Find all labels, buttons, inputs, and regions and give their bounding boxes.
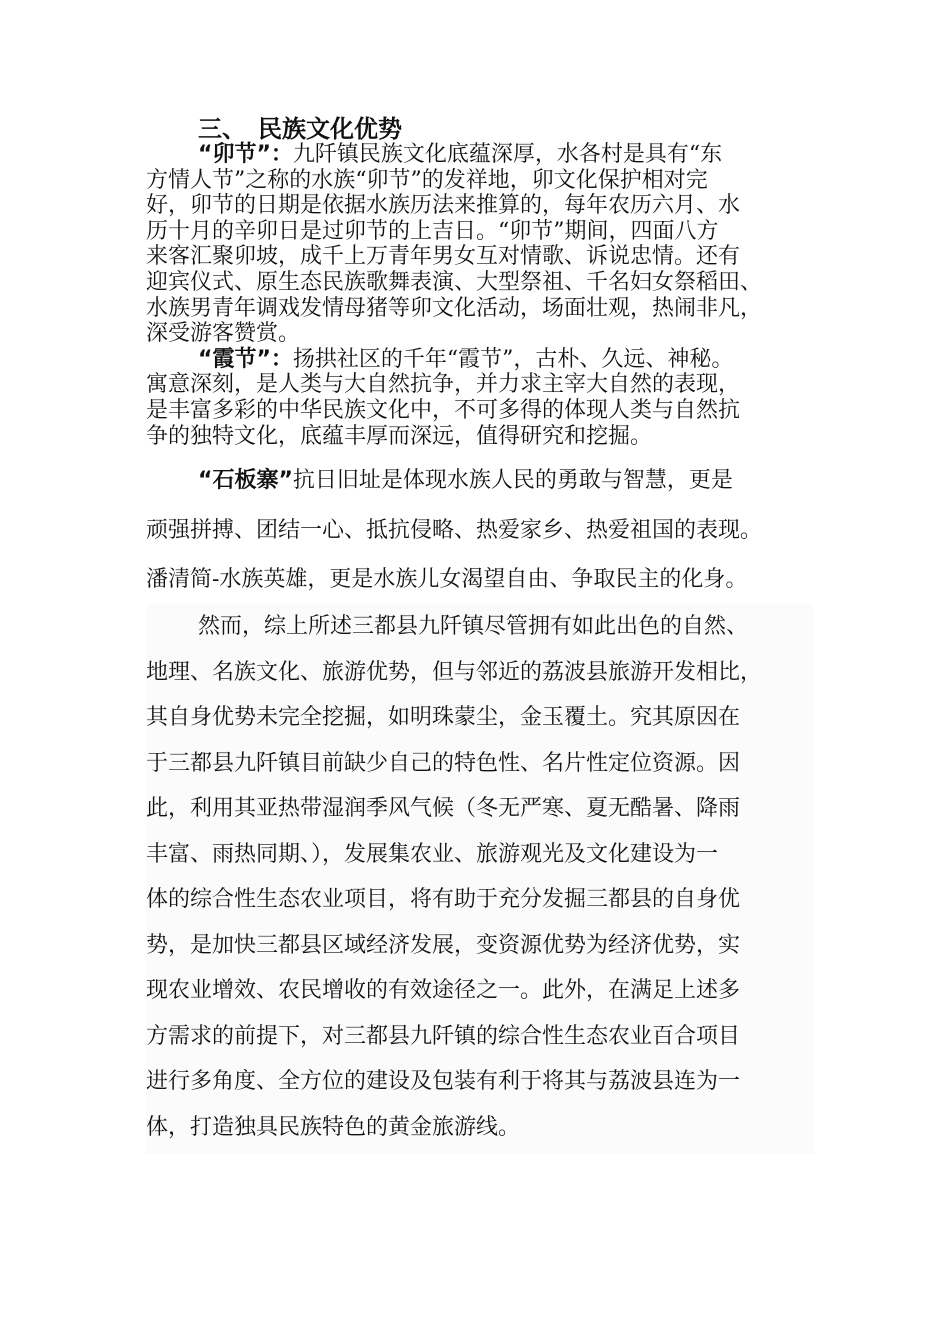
shiban-line-1: 顽强拼搏、团结一心、抵抗侵略、热爱家乡、热爱祖国的表现。 [146, 517, 763, 543]
xia-line-3: 争的独特文化，底蕴丰厚而深远，值得研究和挖掘。 [146, 423, 653, 449]
conclusion-line-0: 然而，综上所述三都县九阡镇尽管拥有如此出色的自然、 [198, 614, 749, 639]
xia-line-2: 是丰富多彩的中华民族文化中，不可多得的体现人类与自然抗 [146, 397, 741, 423]
mao-line-2: 好，卯节的日期是依据水族历法来推算的，每年农历六月、水 [146, 193, 741, 219]
xia-line-0: “霞节”：扬拱社区的千年“霞节”，古朴、久远、神秘。 [198, 346, 734, 372]
xia-term: “霞节”： [198, 346, 293, 372]
conclusion-line-3: 于三都县九阡镇目前缺少自己的特色性、名片性定位资源。因 [146, 750, 741, 776]
section-heading [198, 114, 402, 144]
mao-line-0: “卯节”：九阡镇民族文化底蕴深厚，水各村是具有“东 [198, 142, 723, 167]
shiban-term: “石板寨” [198, 468, 293, 493]
conclusion-line-1: 地理、名族文化、旅游优势，但与邻近的荔波县旅游开发相比， [146, 659, 763, 685]
section-number: 三、 [198, 115, 246, 143]
conclusion-line-9: 方需求的前提下，对三都县九阡镇的综合性生态农业百合项目 [146, 1023, 741, 1049]
xia-line-1: 寓意深刻，是人类与大自然抗争，并力求主宰大自然的表现， [146, 372, 741, 398]
conclusion-line-10: 进行多角度、全方位的建设及包装有利于将其与荔波县连为一 [146, 1069, 741, 1094]
mao-line-4: 来客汇聚卯坡，成千上万青年男女互对情歌、诉说忠情。还有 [146, 244, 741, 270]
mao-line-6: 水族男青年调戏发情母猪等卯文化活动，场面壮观，热闹非凡， [146, 295, 763, 321]
festival-paragraphs [146, 142, 814, 449]
conclusion-line-6: 体的综合性生态农业项目，将有助于充分发掘三都县的自身优 [146, 887, 741, 912]
mao-line-5: 迎宾仪式、原生态民族歌舞表演、大型祭祖、千名妇女祭稻田、 [146, 269, 763, 295]
shiban-line-2: 潘清简-水族英雄，更是水族儿女渴望自由、争取民主的化身。 [146, 567, 748, 592]
shiban-paragraph [146, 456, 814, 605]
mao-line-1: 方情人节”之称的水族“卯节”的发祥地，卯文化保护相对完 [146, 167, 708, 193]
conclusion-line-11: 体，打造独具民族特色的黄金旅游线。 [146, 1114, 521, 1140]
mao-term: “卯节”： [198, 142, 293, 167]
mao-line-7: 深受游客赞赏。 [146, 321, 301, 347]
conclusion-line-8: 现农业增效、农民增收的有效途径之一。此外，在满足上述多 [146, 978, 741, 1003]
section-title: 民族文化优势 [258, 115, 402, 143]
conclusion-line-2: 其自身优势未完全挖掘，如明珠蒙尘，金玉覆土。究其原因在 [146, 705, 741, 730]
conclusion-line-7: 势，是加快三都县区域经济发展，变资源优势为经济优势，实 [146, 932, 741, 958]
conclusion-line-4: 此，利用其亚热带湿润季风气候（冬无严寒、夏无酷暑、降雨 [146, 796, 741, 821]
mao-line-3: 历十月的辛卯日是过卯节的上吉日。“卯节”期间，四面八方 [146, 218, 719, 244]
shiban-line-0: “石板寨”抗日旧址是体现水族人民的勇敢与智慧，更是 [198, 468, 733, 493]
conclusion-paragraph [146, 604, 814, 1154]
conclusion-line-5: 丰富、雨热同期、），发展集农业、旅游观光及文化建设为一 [146, 841, 719, 867]
